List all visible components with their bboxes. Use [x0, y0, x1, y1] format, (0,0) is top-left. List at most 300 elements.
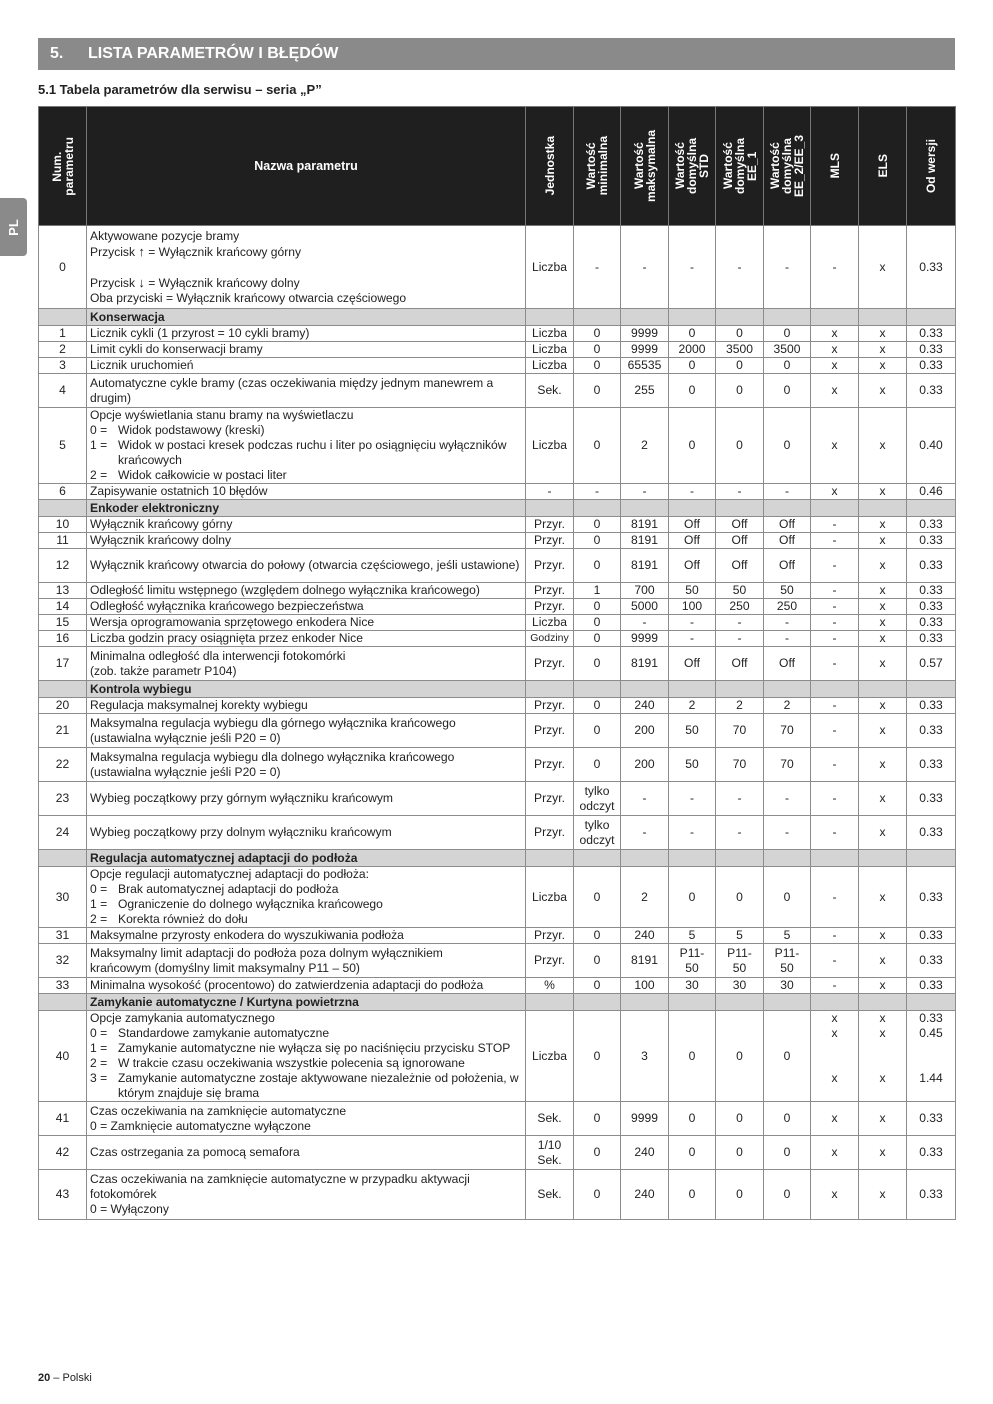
table-cell: - — [669, 816, 716, 850]
table-cell — [39, 681, 87, 698]
cell-text: Maksymalna regulacja wybiegu dla górnego wyłącznika krańcowego — [90, 715, 456, 730]
table-cell — [39, 500, 87, 517]
col-header-ee23 — [764, 107, 811, 226]
table-cell: 0 — [716, 1170, 764, 1220]
table-cell: - — [764, 631, 811, 647]
table-cell — [87, 1170, 526, 1220]
table-cell: - — [811, 978, 859, 994]
table-cell: - — [669, 615, 716, 631]
table-cell: Przyr. — [526, 928, 574, 944]
cell-text: Czas oczekiwania na zamknięcie automatyczne w przypadku aktywacji — [90, 1172, 470, 1186]
table-cell — [859, 850, 907, 867]
param-ee23: - — [764, 226, 811, 309]
cell-text: 0 = Zamknięcie automatyczne wyłączone — [90, 1118, 311, 1133]
table-cell: 0.33 — [907, 549, 956, 583]
table-cell: - — [811, 748, 859, 782]
table-cell: 200 — [621, 714, 669, 748]
table-cell: - — [811, 714, 859, 748]
table-cell: x — [811, 484, 859, 500]
table-cell: Sek. — [526, 374, 574, 408]
table-cell: 0 — [764, 358, 811, 374]
page-footer — [38, 1372, 92, 1384]
table-cell: 50 — [716, 583, 764, 599]
table-cell: 0 — [669, 1136, 716, 1170]
table-cell: 1 — [574, 583, 621, 599]
section-title: LISTA PARAMETRÓW I BŁĘDÓW — [88, 45, 339, 62]
table-cell: 70 — [764, 748, 811, 782]
cell-text: 0 = — [90, 423, 108, 437]
table-cell: Maksymalne przyrosty enkodera do wyszukiwania podłoża — [87, 928, 526, 944]
table-cell — [907, 1011, 956, 1102]
table-cell: Off — [669, 533, 716, 549]
table-cell: x — [859, 782, 907, 816]
table-row — [39, 978, 956, 994]
table-cell: Liczba — [526, 358, 574, 374]
param-name — [87, 226, 526, 309]
table-cell: - — [669, 631, 716, 647]
table-cell — [716, 944, 764, 978]
cell-text: Jednostka — [542, 136, 557, 196]
cell-text: Opcje wyświetlania stanu bramy na wyświetlaczu — [90, 408, 354, 422]
table-cell: Wybieg początkowy przy dolnym wyłączniku krańcowym — [87, 816, 526, 850]
table-cell: 0 — [764, 867, 811, 928]
table-cell — [39, 850, 87, 867]
table-cell: 17 — [39, 647, 87, 681]
table-cell: 0 — [574, 944, 621, 978]
param-std: - — [669, 226, 716, 309]
table-cell: - — [811, 867, 859, 928]
cell-text: 0.45 — [919, 1026, 943, 1040]
table-cell: - — [621, 782, 669, 816]
table-cell: - — [811, 944, 859, 978]
table-cell: 8191 — [621, 517, 669, 533]
table-cell: 0 — [764, 326, 811, 342]
section-number: 5. — [50, 45, 64, 62]
table-cell — [574, 850, 621, 867]
category-row — [39, 309, 956, 326]
cell-text: Widok w postaci kresek podczas ruchu i liter po osiągnięciu wyłączników krańcowych — [118, 438, 507, 467]
table-cell: 0.33 — [907, 978, 956, 994]
table-cell: 0 — [764, 1102, 811, 1136]
table-cell: - — [764, 484, 811, 500]
table-cell: 8191 — [621, 533, 669, 549]
col-header-num — [39, 107, 87, 226]
table-cell: 43 — [39, 1170, 87, 1220]
table-cell: 0.33 — [907, 944, 956, 978]
table-cell: 3 — [621, 1011, 669, 1102]
table-cell: Wersja oprogramowania sprzętowego enkodera Nice — [87, 615, 526, 631]
cell-text: Sek. — [537, 1152, 562, 1167]
table-cell — [669, 681, 716, 698]
table-cell: Off — [716, 533, 764, 549]
cell-text: x — [879, 1026, 886, 1040]
table-row — [39, 647, 956, 681]
table-cell: - — [811, 928, 859, 944]
table-row — [39, 867, 956, 928]
table-cell: Przyr. — [526, 599, 574, 615]
cell-text: Opcje zamykania automatycznego — [90, 1011, 275, 1025]
table-cell: - — [811, 631, 859, 647]
table-cell: - — [669, 782, 716, 816]
table-cell: 0 — [669, 326, 716, 342]
table-cell: Sek. — [526, 1102, 574, 1136]
col-header-ee1 — [716, 107, 764, 226]
table-cell: 0 — [574, 928, 621, 944]
col-header-version — [907, 107, 956, 226]
table-cell — [716, 681, 764, 698]
cell-text: 2 = — [90, 912, 108, 926]
table-cell: 15 — [39, 615, 87, 631]
table-cell — [716, 850, 764, 867]
table-row — [39, 1011, 956, 1102]
table-cell — [811, 1011, 859, 1102]
cell-text: 1.44 — [919, 1071, 943, 1085]
cell-text: Wartość domyślna EE_1 — [720, 137, 759, 194]
table-cell: 0.33 — [907, 631, 956, 647]
table-cell — [669, 944, 716, 978]
table-cell: 0.33 — [907, 867, 956, 928]
table-cell: 0 — [574, 1170, 621, 1220]
cell-text: Przycisk — [90, 275, 139, 290]
table-cell: 23 — [39, 782, 87, 816]
table-cell: 0 — [716, 867, 764, 928]
table-cell — [87, 944, 526, 978]
table-cell: 0.33 — [907, 342, 956, 358]
table-cell: Wyłącznik krańcowy otwarcia do połowy (otwarcia częściowego, jeśli ustawione) — [87, 549, 526, 583]
table-header-row — [39, 107, 956, 226]
table-cell: x — [859, 1170, 907, 1220]
table-cell: x — [859, 517, 907, 533]
table-cell — [526, 1136, 574, 1170]
table-cell: % — [526, 978, 574, 994]
cell-text: 1 = — [90, 1041, 108, 1055]
table-cell: Przyr. — [526, 782, 574, 816]
table-cell: 3500 — [764, 342, 811, 358]
table-row — [39, 714, 956, 748]
table-cell — [811, 309, 859, 326]
table-cell: Przyr. — [526, 698, 574, 714]
table-cell: x — [859, 631, 907, 647]
table-cell: 42 — [39, 1136, 87, 1170]
table-cell: - — [621, 615, 669, 631]
cell-text: x — [879, 1011, 886, 1025]
table-cell: 50 — [669, 748, 716, 782]
table-cell: 4 — [39, 374, 87, 408]
table-cell: 9999 — [621, 1102, 669, 1136]
table-cell: x — [811, 408, 859, 484]
cell-text: Wartość domyślna STD — [673, 137, 711, 194]
table-cell: 0.33 — [907, 1102, 956, 1136]
table-cell — [907, 850, 956, 867]
table-cell: 0.33 — [907, 698, 956, 714]
table-cell: 0 — [574, 1136, 621, 1170]
cell-text: Aktywowane pozycje bramy — [90, 228, 240, 243]
table-cell: 0 — [574, 408, 621, 484]
table-cell: 0 — [716, 326, 764, 342]
table-cell — [669, 994, 716, 1011]
table-cell: 0 — [574, 1102, 621, 1136]
table-cell — [87, 748, 526, 782]
table-cell: x — [859, 408, 907, 484]
table-cell: 24 — [39, 816, 87, 850]
table-cell: Liczba — [526, 408, 574, 484]
table-cell: x — [811, 326, 859, 342]
table-cell: - — [811, 549, 859, 583]
table-cell — [87, 1102, 526, 1136]
table-row — [39, 816, 956, 850]
cell-text: Minimalna odległość dla interwencji fotokomórki — [90, 648, 346, 663]
table-cell: 250 — [764, 599, 811, 615]
table-cell: 240 — [621, 928, 669, 944]
table-cell — [764, 944, 811, 978]
table-cell: Off — [716, 517, 764, 533]
table-cell: Wyłącznik krańcowy dolny — [87, 533, 526, 549]
table-cell: 100 — [669, 599, 716, 615]
table-cell — [859, 1011, 907, 1102]
table-cell: 0 — [716, 1136, 764, 1170]
table-cell: - — [716, 631, 764, 647]
table-cell: 50 — [669, 583, 716, 599]
col-header-els — [859, 107, 907, 226]
table-cell: - — [811, 615, 859, 631]
table-row — [39, 226, 956, 309]
table-cell: 5 — [764, 928, 811, 944]
table-cell: Liczba — [526, 342, 574, 358]
table-cell: x — [811, 1136, 859, 1170]
table-cell: 21 — [39, 714, 87, 748]
table-cell — [87, 867, 526, 928]
table-row — [39, 631, 956, 647]
table-cell: 2 — [621, 408, 669, 484]
table-cell: x — [859, 944, 907, 978]
section-header — [38, 38, 955, 70]
cell-text: Standardowe zamykanie automatyczne — [118, 1026, 330, 1040]
table-cell: 0 — [669, 1011, 716, 1102]
table-cell: 1 — [39, 326, 87, 342]
cell-text: W trakcie czasu oczekiwania wszystkie polecenia są ignorowane — [118, 1056, 465, 1070]
table-cell: - — [811, 533, 859, 549]
table-cell: 0 — [574, 358, 621, 374]
table-cell: 0.33 — [907, 928, 956, 944]
cell-text: 0.33 — [919, 1011, 943, 1025]
cell-text: MLS — [827, 153, 842, 179]
table-cell: - — [764, 816, 811, 850]
table-cell: x — [811, 1102, 859, 1136]
table-cell: x — [859, 549, 907, 583]
table-row — [39, 408, 956, 484]
cell-text: = Wyłącznik krańcowy górny — [144, 244, 302, 259]
language-tab-label: PL — [6, 218, 21, 236]
table-cell: 5 — [716, 928, 764, 944]
table-cell: - — [526, 484, 574, 500]
table-cell: Przyr. — [526, 748, 574, 782]
cell-text: ELS — [875, 154, 890, 178]
table-cell: 0 — [574, 374, 621, 408]
cell-text: 0 = — [90, 1026, 108, 1040]
table-cell: 5 — [669, 928, 716, 944]
table-cell: 0.33 — [907, 615, 956, 631]
table-cell: x — [811, 374, 859, 408]
table-cell: 22 — [39, 748, 87, 782]
cell-text: tylko — [584, 817, 610, 832]
cell-text: 50 — [732, 960, 747, 975]
table-cell: 240 — [621, 698, 669, 714]
table-cell: Sek. — [526, 1170, 574, 1220]
table-cell: 0.33 — [907, 358, 956, 374]
table-cell — [669, 309, 716, 326]
cell-text: 50 — [685, 960, 699, 975]
table-cell: 0.33 — [907, 583, 956, 599]
table-cell: 30 — [716, 978, 764, 994]
table-cell: 250 — [716, 599, 764, 615]
table-cell: 50 — [669, 714, 716, 748]
table-cell: x — [859, 928, 907, 944]
table-cell — [811, 850, 859, 867]
table-cell — [621, 850, 669, 867]
table-cell: x — [859, 1136, 907, 1170]
table-cell: 50 — [764, 583, 811, 599]
table-cell — [764, 500, 811, 517]
table-cell — [716, 309, 764, 326]
cell-text: 2 = — [90, 468, 108, 482]
table-cell: Off — [764, 533, 811, 549]
table-cell — [574, 681, 621, 698]
table-row — [39, 782, 956, 816]
table-row — [39, 358, 956, 374]
table-cell: 70 — [764, 714, 811, 748]
table-cell: x — [859, 374, 907, 408]
table-cell: Off — [716, 647, 764, 681]
table-cell: 8191 — [621, 549, 669, 583]
table-cell: 2 — [39, 342, 87, 358]
table-cell — [907, 309, 956, 326]
category-row — [39, 681, 956, 698]
table-cell: 2 — [764, 698, 811, 714]
table-cell: - — [716, 782, 764, 816]
table-cell: 0.33 — [907, 748, 956, 782]
table-cell: 9999 — [621, 342, 669, 358]
table-cell: - — [811, 816, 859, 850]
table-cell: 31 — [39, 928, 87, 944]
category-row — [39, 850, 956, 867]
table-cell: 3500 — [716, 342, 764, 358]
col-header-mls — [811, 107, 859, 226]
table-cell: Przyr. — [526, 647, 574, 681]
table-cell — [764, 681, 811, 698]
table-row — [39, 599, 956, 615]
cell-text: 0 = — [90, 882, 108, 896]
table-cell: 0 — [574, 615, 621, 631]
table-cell: - — [716, 816, 764, 850]
table-cell: Przyr. — [526, 517, 574, 533]
footer-language: – Polski — [50, 1372, 92, 1384]
col-header-unit — [526, 107, 574, 226]
table-row — [39, 1136, 956, 1170]
table-cell: 0 — [716, 1011, 764, 1102]
table-cell: 9999 — [621, 631, 669, 647]
table-cell: 5000 — [621, 599, 669, 615]
table-cell: Regulacja maksymalnej korekty wybiegu — [87, 698, 526, 714]
cell-text: x — [831, 1026, 838, 1040]
cell-text: fotokomórek — [90, 1187, 157, 1201]
table-cell: 30 — [669, 978, 716, 994]
table-row — [39, 615, 956, 631]
table-cell — [526, 681, 574, 698]
table-cell — [859, 994, 907, 1011]
table-row — [39, 1102, 956, 1136]
table-cell: Przyr. — [526, 944, 574, 978]
cell-text: Widok podstawowy (kreski) — [118, 423, 265, 437]
table-row — [39, 484, 956, 500]
table-cell: 0 — [574, 533, 621, 549]
table-cell: 100 — [621, 978, 669, 994]
page-number: 20 — [38, 1372, 51, 1384]
table-cell: 255 — [621, 374, 669, 408]
category-label: Kontrola wybiegu — [87, 681, 526, 698]
table-cell: x — [859, 358, 907, 374]
table-cell: x — [859, 342, 907, 358]
table-cell — [39, 309, 87, 326]
table-cell: 0 — [574, 517, 621, 533]
table-cell: 6 — [39, 484, 87, 500]
cell-text: Przycisk — [90, 244, 139, 259]
table-cell: Off — [764, 549, 811, 583]
cell-text: Wartość minimalna — [584, 136, 610, 196]
table-cell: Wyłącznik krańcowy górny — [87, 517, 526, 533]
table-cell — [621, 681, 669, 698]
table-cell: 0 — [669, 358, 716, 374]
table-cell — [621, 500, 669, 517]
table-cell: - — [811, 698, 859, 714]
cell-text: Num. parametru — [49, 136, 76, 196]
param-ee1: - — [716, 226, 764, 309]
table-cell: x — [859, 816, 907, 850]
table-cell: Liczba — [526, 867, 574, 928]
table-cell — [621, 309, 669, 326]
cell-text: 50 — [780, 960, 794, 975]
table-row — [39, 928, 956, 944]
table-cell: 240 — [621, 1170, 669, 1220]
table-cell — [907, 500, 956, 517]
table-cell: 0.33 — [907, 326, 956, 342]
table-cell: 0 — [764, 1011, 811, 1102]
table-cell: 0.46 — [907, 484, 956, 500]
table-cell: 32 — [39, 944, 87, 978]
table-cell — [764, 850, 811, 867]
table-row — [39, 342, 956, 358]
table-cell — [574, 994, 621, 1011]
table-cell: 8191 — [621, 647, 669, 681]
table-row — [39, 583, 956, 599]
cell-text: odczyt — [579, 832, 615, 847]
param-version: 0.33 — [907, 226, 956, 309]
cell-text: P11- — [727, 945, 752, 960]
cell-text: Wartość domyślna EE_2/EE_3 — [768, 134, 806, 198]
col-header-max — [621, 107, 669, 226]
table-cell — [574, 782, 621, 816]
table-cell: 41 — [39, 1102, 87, 1136]
table-cell — [907, 681, 956, 698]
table-cell: x — [811, 358, 859, 374]
table-cell: x — [859, 533, 907, 549]
table-cell: - — [764, 615, 811, 631]
table-cell: 2 — [669, 698, 716, 714]
table-row — [39, 374, 956, 408]
table-cell — [764, 309, 811, 326]
table-cell: 70 — [716, 748, 764, 782]
table-cell — [87, 714, 526, 748]
table-cell: 700 — [621, 583, 669, 599]
